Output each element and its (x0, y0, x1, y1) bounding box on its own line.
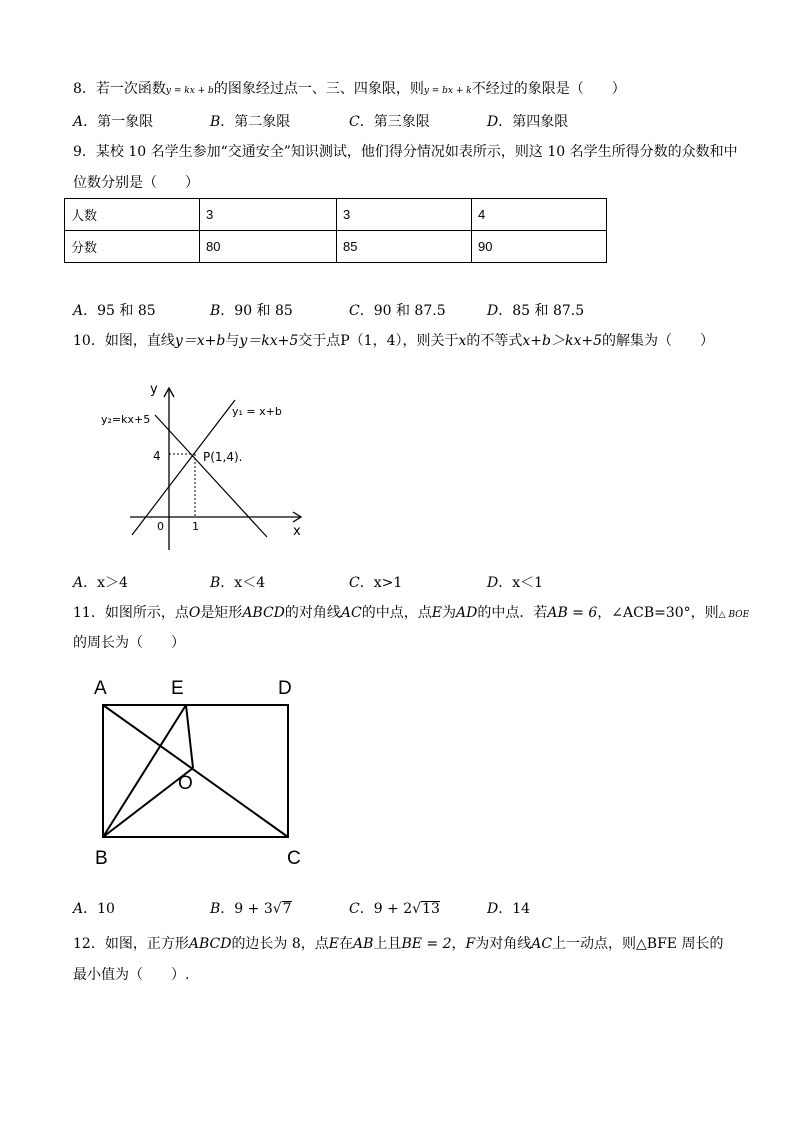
q12-stem-line2: 最小值为（ ）. (73, 967, 190, 983)
q9-stem-line1: 9．某校 10 名学生参加“交通安全”知识测试，他们得分情况如表所示，则这 10 名学生所得分数的众数和中 (73, 144, 738, 160)
q8-formula-1: y = kx + b (165, 86, 214, 96)
q10-option-d[interactable]: D．x＜1 (487, 575, 544, 591)
vertex-c-label: C (287, 848, 301, 869)
q11-option-b[interactable]: B．9 + 3√7 (210, 901, 292, 917)
line-y2 (155, 415, 267, 537)
x-axis-label: x (293, 524, 301, 539)
q11-stem-line2: 的周长为（ ） (73, 635, 185, 651)
origin-label: 0 (157, 520, 164, 533)
vertex-b-label: B (95, 848, 108, 869)
q10-graph (95, 375, 315, 555)
point-e-label: E (171, 678, 184, 699)
q8-option-b[interactable]: B．第二象限 (210, 114, 291, 130)
q11-option-c[interactable]: C．9 + 2√13 (349, 901, 440, 917)
q10-option-c[interactable]: C．x>1 (349, 575, 403, 591)
q8-formula-2: y = bx + k (423, 86, 472, 96)
table-cell: 3 (200, 199, 337, 231)
q11-options (73, 898, 733, 918)
table-cell: 85 (337, 231, 472, 263)
q9-option-b[interactable]: B．90 和 85 (210, 303, 293, 319)
table-cell: 90 (472, 231, 607, 263)
table-row (65, 199, 607, 231)
q12-stem-line1: 12．如图，正方形ABCD的边长为 8，点E在AB上且BE = 2，F为对角线AC上一动点，则△BFE 周长的 (73, 936, 724, 952)
score-table (64, 198, 607, 263)
segment-eo (186, 705, 193, 768)
q10-options (73, 572, 733, 592)
q9-stem-line2: 位数分别是（ ） (73, 175, 199, 191)
vertex-a-label: A (94, 678, 107, 699)
q11-figure (85, 670, 315, 875)
vertex-d-label: D (278, 678, 292, 699)
sqrt-sign: √ (272, 901, 282, 917)
line-y2-label: y₂=kx+5 (101, 413, 151, 426)
table-cell: 4 (472, 199, 607, 231)
q9-option-d[interactable]: D．85 和 87.5 (487, 303, 585, 319)
q9-options (73, 300, 733, 320)
q8-option-a[interactable]: A．第一象限 (73, 114, 154, 130)
q8-option-c[interactable]: C．第三象限 (349, 114, 430, 130)
x-tick-label: 1 (192, 520, 199, 533)
q8-option-d[interactable]: D．第四象限 (487, 114, 569, 130)
q10-option-b[interactable]: B．x＜4 (210, 575, 266, 591)
q11-option-d[interactable]: D．14 (487, 901, 531, 917)
y-tick-label: 4 (153, 449, 161, 463)
q9-option-c[interactable]: C．90 和 87.5 (349, 303, 446, 319)
q10-stem: 10．如图，直线y＝x+b与y＝kx+5交于点P（1，4），则关于x的不等式x+b＞kx+5的解集为（ ） (73, 333, 715, 349)
diagonal-ac (103, 705, 288, 837)
table-row (65, 231, 607, 263)
q8-options (73, 111, 733, 131)
q8-stem: 8．若一次函数y = kx + b的图象经过点一、三、四象限，则y = bx + k不经过的象限是（ ） (73, 81, 626, 97)
point-o-label: O (178, 773, 193, 794)
line-y1-label: y₁ = x+b (232, 405, 282, 418)
q10-option-a[interactable]: A．x＞4 (73, 575, 128, 591)
table-cell: 3 (337, 199, 472, 231)
y-axis-label: y (150, 382, 158, 397)
segment-be (103, 705, 186, 837)
q11-stem-line1: 11．如图所示，点O是矩形ABCD的对角线AC的中点，点E为AD的中点．若AB = 6，∠ACB=30°，则△ BOE (73, 605, 750, 621)
table-cell: 人数 (65, 199, 200, 231)
point-p-label: P(1,4). (203, 450, 243, 464)
q11-option-a[interactable]: A．10 (73, 901, 115, 917)
table-cell: 分数 (65, 231, 200, 263)
sqrt-sign: √ (412, 901, 422, 917)
q9-option-a[interactable]: A．95 和 85 (73, 303, 156, 319)
table-cell: 80 (200, 231, 337, 263)
